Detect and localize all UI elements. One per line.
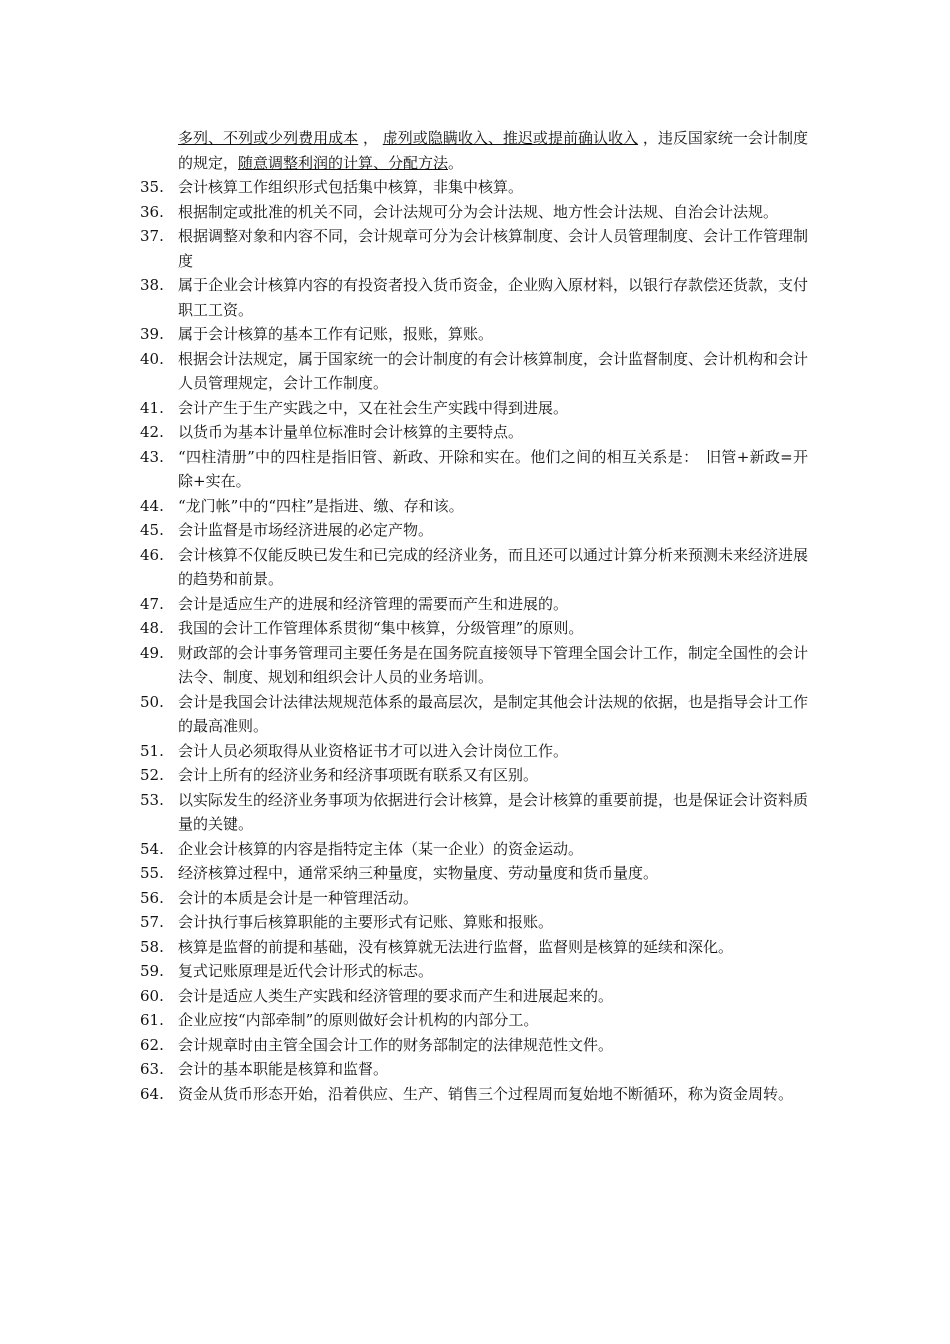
item-text: 经济核算过程中，通常采纳三种量度，实物量度、劳动量度和货币量度。: [178, 864, 659, 882]
item-number: 47.: [140, 594, 164, 613]
item-number: 60.: [140, 986, 164, 1005]
item-text: 会计产生于生产实践之中，又在社会生产实践中得到进展。: [178, 398, 569, 417]
item-number: 50.: [140, 692, 164, 711]
item-text: 根据会计法规定，属于国家统一的会计制度的有会计核算制度，会计监督制度、会计机构和会计人员管理规定，会计工作制度。: [178, 349, 809, 392]
underlined-phrase-2: 虚列或隐瞒收入、推迟或提前确认收入: [382, 129, 639, 147]
list-item: [140, 445, 808, 494]
item-text: 会计是我国会计法律法规规范体系的最高层次，是制定其他会计法规的依据，也是指导会计工作的最高准则。: [178, 692, 809, 735]
item-number: 39.: [140, 325, 164, 343]
item-number: 59.: [140, 962, 164, 980]
list-item: [140, 518, 808, 543]
continuation-paragraph: [178, 126, 808, 175]
item-text: 会计核算工作组织形式包括集中核算，非集中核算。: [178, 178, 524, 196]
item-text: “四柱清册”中的四柱是指旧管、新政、开除和实在。他们之间的相互关系是： 旧管+新政=开除+实在。: [178, 447, 808, 490]
item-text: 会计监督是市场经济进展的必定产物。: [178, 521, 434, 539]
item-number: 54.: [140, 839, 164, 858]
item-number: 52.: [140, 766, 164, 784]
item-text: 会计是适应生产的进展和经济管理的需要而产生和进展的。: [178, 594, 569, 613]
item-text: 以实际发生的经济业务事项为依据进行会计核算，是会计核算的重要前提，也是保证会计资料质量的关键。: [178, 790, 809, 833]
list-item: [140, 959, 808, 984]
item-number: 55.: [140, 864, 164, 882]
list-item: [140, 935, 808, 960]
item-text: 企业应按“内部牵制”的原则做好会计机构的内部分工。: [178, 1011, 539, 1029]
list-item: [140, 1082, 808, 1107]
list-item: [140, 273, 808, 322]
list-item: [140, 763, 808, 788]
list-item: [140, 200, 808, 225]
item-number: 37.: [140, 227, 164, 245]
paragraph-end: 。: [448, 153, 464, 172]
item-text: 会计规章时由主管全国会计工作的财务部制定的法律规范性文件。: [178, 1035, 614, 1054]
list-item: [140, 543, 808, 592]
item-number: 53.: [140, 790, 164, 809]
item-text: 会计的基本职能是核算和监督。: [178, 1060, 389, 1078]
item-number: 58.: [140, 937, 164, 956]
list-item: [140, 396, 808, 421]
separator-2: ，违反国家统一会计制度的规定，: [178, 129, 808, 172]
list-item: [140, 494, 808, 519]
list-item: [140, 420, 808, 445]
item-text: 会计执行事后核算职能的主要形式有记账、算账和报账。: [178, 913, 554, 931]
item-number: 46.: [140, 545, 164, 564]
item-number: 41.: [140, 398, 164, 417]
item-text: 核算是监督的前提和基础，没有核算就无法进行监督，监督则是核算的延续和深化。: [178, 937, 734, 956]
item-text: 我国的会计工作管理体系贯彻“集中核算，分级管理”的原则。: [178, 619, 584, 637]
list-item: [140, 322, 808, 347]
item-number: 35.: [140, 178, 164, 196]
item-number: 51.: [140, 741, 164, 760]
item-number: 57.: [140, 913, 164, 931]
list-item: [140, 1057, 808, 1082]
item-text: 企业会计核算的内容是指特定主体（某一企业）的资金运动。: [178, 839, 584, 858]
list-item: [140, 1008, 808, 1033]
item-number: 61.: [140, 1011, 164, 1029]
item-number: 44.: [140, 496, 164, 515]
item-text: 根据调整对象和内容不同，会计规章可分为会计核算制度、会计人员管理制度、会计工作管理制度: [178, 227, 809, 270]
item-text: “龙门帐”中的“四柱”是指进、缴、存和该。: [178, 496, 464, 515]
item-number: 48.: [140, 619, 164, 637]
list-item: [140, 984, 808, 1009]
item-text: 复式记账原理是近代会计形式的标志。: [178, 962, 434, 980]
list-item: [140, 616, 808, 641]
underlined-phrase-1: 多列、不列或少列费用成本: [178, 129, 359, 147]
item-text: 会计上所有的经济业务和经济事项既有联系又有区别。: [178, 766, 539, 784]
item-text: 财政部的会计事务管理司主要任务是在国务院直接领导下管理全国会计工作，制定全国性的会计法令、制度、规划和组织会计人员的业务培训。: [178, 643, 809, 686]
document-body: [140, 126, 808, 1106]
list-item: [140, 788, 808, 837]
item-number: 63.: [140, 1060, 164, 1078]
item-text: 会计的本质是会计是一种管理活动。: [178, 888, 419, 907]
item-text: 会计核算不仅能反映已发生和已完成的经济业务，而且还可以通过计算分析来预测未来经济进展的趋势和前景。: [178, 545, 809, 588]
separator-1: ，: [358, 129, 383, 147]
item-number: 62.: [140, 1035, 164, 1054]
item-number: 56.: [140, 888, 164, 907]
item-text: 根据制定或批准的机关不同，会计法规可分为会计法规、地方性会计法规、自治会计法规。: [178, 202, 779, 221]
item-number: 49.: [140, 643, 164, 662]
item-text: 会计是适应人类生产实践和经济管理的要求而产生和进展起来的。: [178, 986, 614, 1005]
list-item: [140, 690, 808, 739]
list-item: [140, 886, 808, 911]
list-item: [140, 224, 808, 273]
list-item: [140, 1033, 808, 1058]
item-number: 64.: [140, 1084, 164, 1103]
item-number: 36.: [140, 202, 164, 221]
item-number: 45.: [140, 521, 164, 539]
list-item: [140, 910, 808, 935]
list-item: [140, 837, 808, 862]
list-item: [140, 592, 808, 617]
numbered-list: [140, 175, 808, 1106]
list-item: [140, 861, 808, 886]
item-number: 38.: [140, 276, 164, 294]
list-item: [140, 739, 808, 764]
item-text: 以货币为基本计量单位标准时会计核算的主要特点。: [178, 423, 524, 441]
list-item: [140, 641, 808, 690]
item-number: 40.: [140, 349, 164, 368]
item-text: 属于企业会计核算内容的有投资者投入货币资金，企业购入原材料，以银行存款偿还货款，支付职工工资。: [178, 276, 809, 319]
list-item: [140, 347, 808, 396]
list-item: [140, 175, 808, 200]
item-text: 会计人员必须取得从业资格证书才可以进入会计岗位工作。: [178, 741, 569, 760]
item-text: 资金从货币形态开始，沿着供应、生产、销售三个过程周而复始地不断循环，称为资金周转。: [178, 1084, 794, 1103]
item-number: 43.: [140, 447, 164, 466]
underlined-phrase-3: 随意调整利润的计算、分配方法: [238, 153, 449, 172]
item-number: 42.: [140, 423, 164, 441]
item-text: 属于会计核算的基本工作有记账，报账，算账。: [178, 325, 494, 343]
